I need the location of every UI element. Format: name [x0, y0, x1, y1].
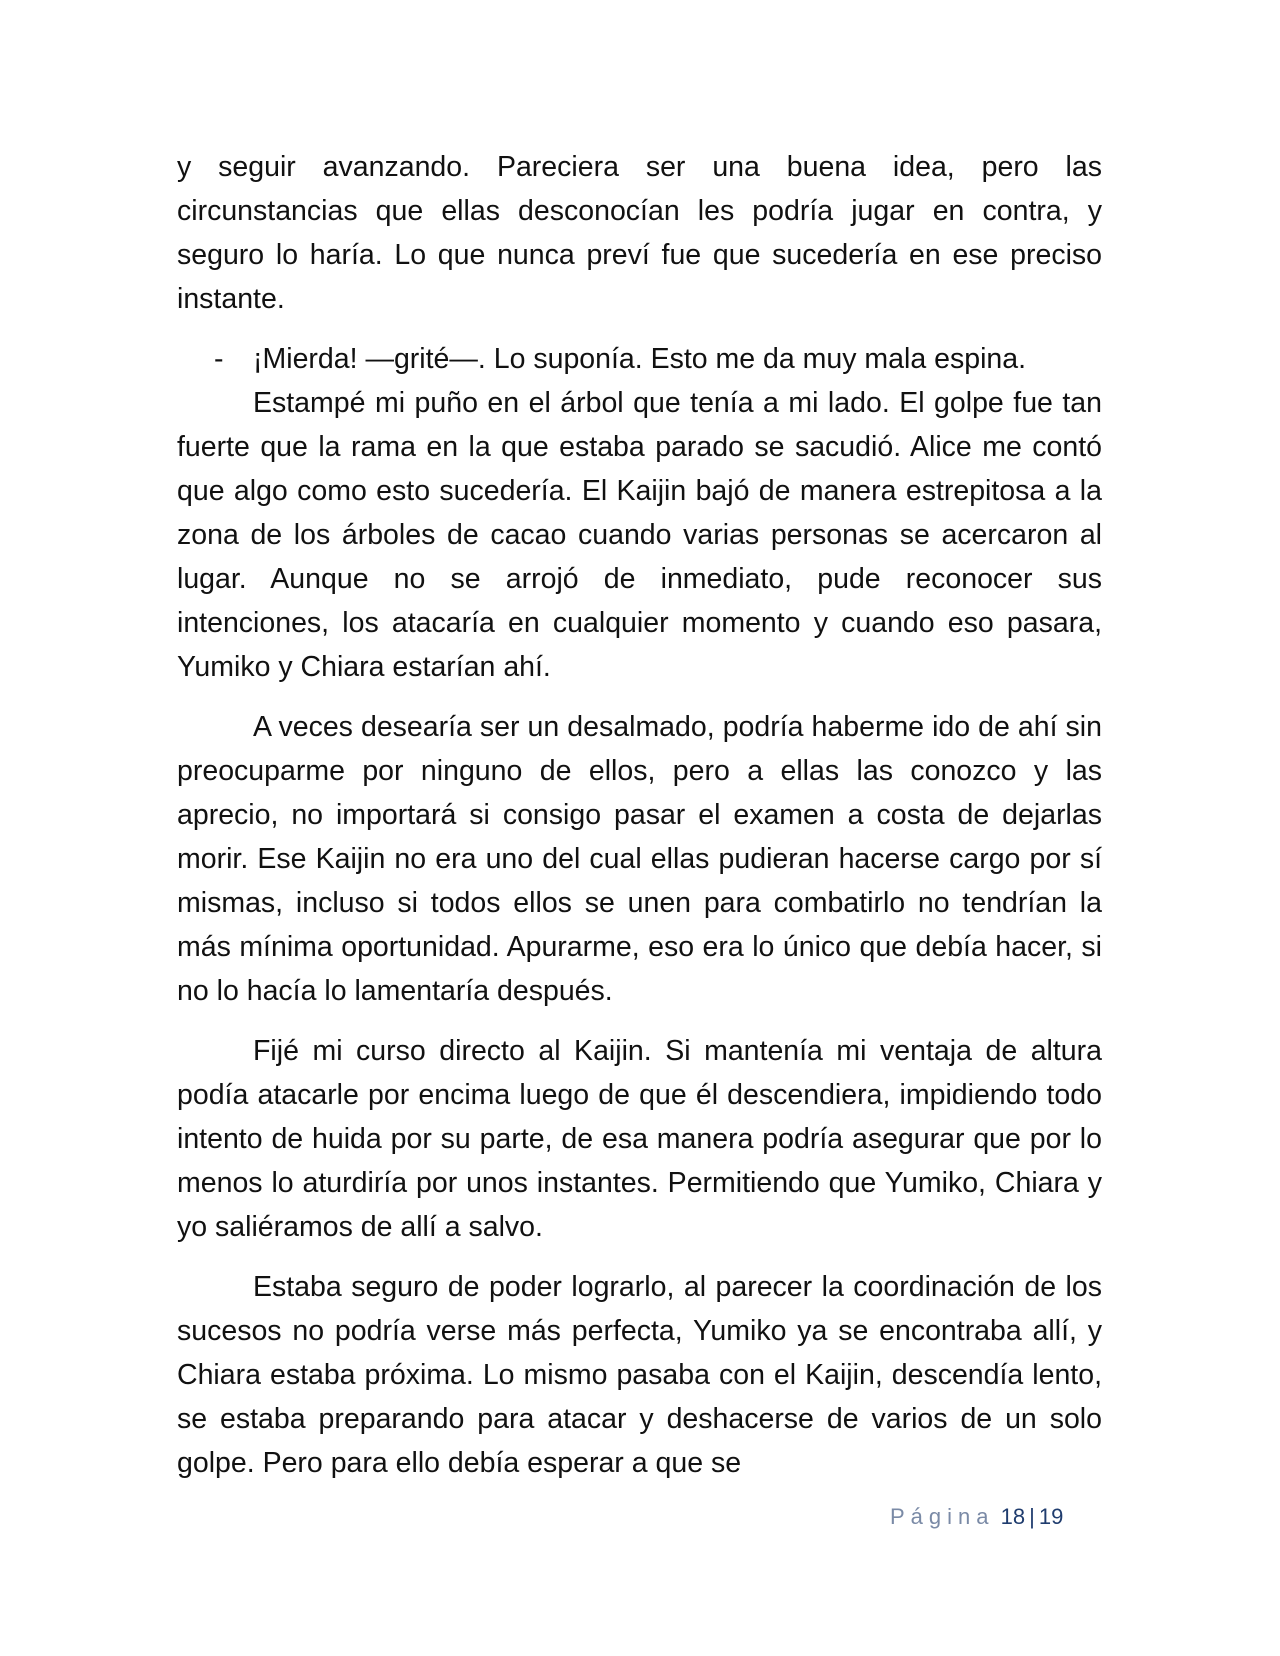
paragraph-2: Estampé mi puño en el árbol que tenía a mi lado. El golpe fue tan fuerte que la rama en la que estaba parado se sacudió. Alice me contó que algo como esto sucedería. El Kaijin bajó de manera estrepitosa a la zona de los árboles de cacao cuando varias personas se acercaron al lugar. Aunque no se arrojó de inmediato, pude reconocer sus intenciones, los atacaría en cualquier momento y cuando eso pasara, Yumiko y Chiara estarían ahí.	[177, 387, 1102, 683]
dialogue-text: ¡Mierda! —grité—. Lo suponía. Esto me da muy mala espina.	[253, 343, 1027, 375]
body-text	[177, 145, 1102, 1485]
footer-page-label: Página	[890, 1504, 995, 1529]
dialogue-dash: -	[214, 343, 224, 375]
footer-page-number: 18	[1000, 1504, 1026, 1529]
paragraph-5: Estaba seguro de poder lograrlo, al parecer la coordinación de los sucesos no podría verse más perfecta, Yumiko ya se encontraba allí, y Chiara estaba próxima. Lo mismo pasaba con el Kaijin, descendía lento, se estaba preparando para atacar y deshacerse de varios de un solo golpe. Pero para ello debía esperar a que se	[177, 1271, 1102, 1479]
page-footer	[890, 1502, 1063, 1532]
footer-total-pages: 19	[1038, 1504, 1064, 1529]
paragraph-1: y seguir avanzando. Pareciera ser una buena idea, pero las circunstancias que ellas desconocían les podría jugar en contra, y seguro lo haría. Lo que nunca preví fue que sucedería en ese preciso instante.	[177, 151, 1102, 315]
paragraph-3: A veces desearía ser un desalmado, podría haberme ido de ahí sin preocuparme por ninguno de ellos, pero a ellas las conozco y las aprecio, no importará si consigo pasar el examen a costa de dejarlas morir. Ese Kaijin no era uno del cual ellas pudieran hacerse cargo por sí mismas, incluso si todos ellos se unen para combatirlo no tendrían la más mínima oportunidad. Apurarme, eso era lo único que debía hacer, si no lo hacía lo lamentaría después.	[177, 711, 1102, 1007]
footer-separator: |	[1029, 1504, 1035, 1529]
dialogue-line	[177, 337, 1102, 381]
paragraph-4: Fijé mi curso directo al Kaijin. Si mantenía mi ventaja de altura podía atacarle por encima luego de que él descendiera, impidiendo todo intento de huida por su parte, de esa manera podría asegurar que por lo menos lo aturdiría por unos instantes. Permitiendo que Yumiko, Chiara y yo saliéramos de allí a salvo.	[177, 1035, 1102, 1243]
